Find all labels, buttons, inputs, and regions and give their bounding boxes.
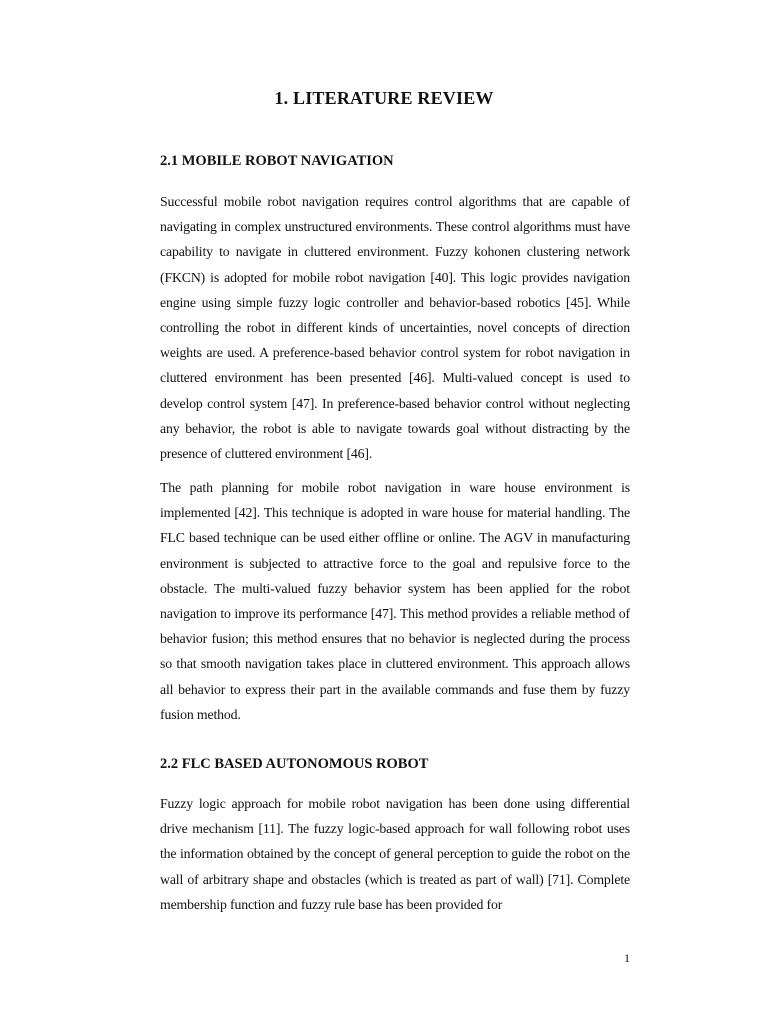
page-number: 1 [624,951,630,965]
paragraph: The path planning for mobile robot navigation in ware house environment is implemented [42]. This technique is adopted in ware house for material handling. The FLC based technique can be used either offline or online. The AGV in manufacturing environment is subjected to attractive force to the goal and repulsive force to the obstacle. The multi-valued fuzzy behavior system has been applied for the robot navigation to improve its performance [47]. This method provides a reliable method of behavior fusion; this method ensures that no behavior is neglected during the process so that smooth navigation takes place in cluttered environment. This approach allows all behavior to express their part in the available commands and fuse them by fuzzy fusion method. [160,480,630,722]
section-heading-mobile-robot-navigation: 2.1 MOBILE ROBOT NAVIGATION [160,153,394,169]
chapter-title: 1. LITERATURE REVIEW [274,88,494,108]
paragraph: Successful mobile robot navigation requires control algorithms that are capable of navigating in complex unstructured environments. These control algorithms must have capability to navigate in cluttered environment. Fuzzy kohonen clustering network (FKCN) is adopted for mobile robot navigation [40]. This logic provides navigation engine using simple fuzzy logic controller and behavior-based robotics [45]. While controlling the robot in different kinds of uncertainties, novel concepts of direction weights are used. A preference-based behavior control system for robot navigation in cluttered environment has been presented [46]. Multi-valued concept is used to develop control system [47]. In preference-based behavior control without neglecting any behavior, the robot is able to navigate towards goal without distracting by the presence of cluttered environment [46]. [160,194,630,462]
paragraph: Fuzzy logic approach for mobile robot navigation has been done using differential drive mechanism [11]. The fuzzy logic-based approach for wall following robot uses the information obtained by the concept of general perception to guide the robot on the wall of arbitrary shape and obstacles (which is treated as part of wall) [71]. Complete membership function and fuzzy rule base has been provided for [160,796,630,912]
section-heading-flc-based-autonomous-robot: 2.2 FLC BASED AUTONOMOUS ROBOT [160,756,429,772]
